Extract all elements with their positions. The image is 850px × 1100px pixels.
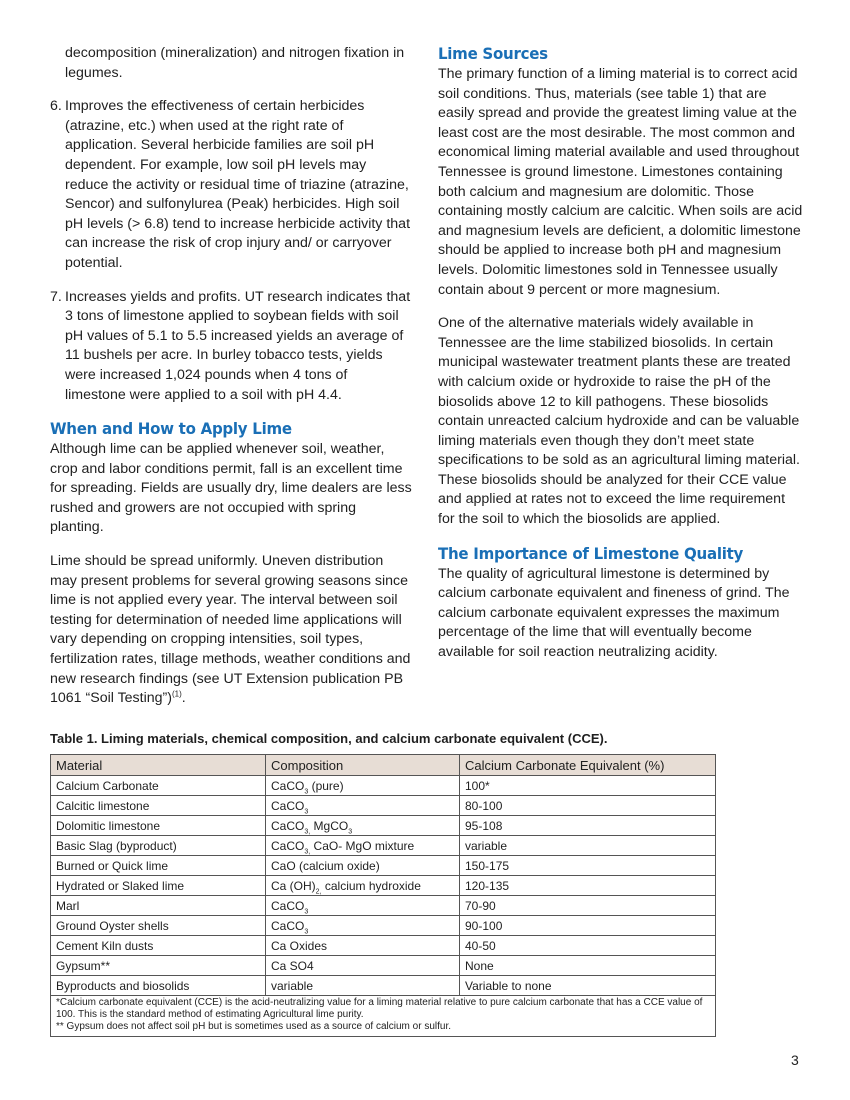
section-heading-quality: The Importance of Limestone Quality xyxy=(438,543,744,563)
composition-text: CaCO xyxy=(271,818,305,833)
composition-text: MgCO xyxy=(310,818,349,833)
cce-cell: 90-100 xyxy=(460,916,716,936)
composition-text: (pure) xyxy=(308,778,344,793)
list-number: 7. xyxy=(50,288,62,305)
list-number: 6. xyxy=(50,98,62,115)
paragraph: The quality of agricultural limestone is determined by calcium carbonate equivalent and fineness of grind. The calcium carbonate equivalent expresses the maximum percentage of the lime that will eventually become available for soil reaction neutralizing acidity. xyxy=(438,565,790,661)
page-number: 3 xyxy=(791,1052,799,1068)
continued-paragraph: decomposition (mineralization) and nitrogen fixation in legumes. xyxy=(65,45,405,81)
material-cell: Basic Slag (byproduct) xyxy=(51,836,266,856)
material-cell: Marl xyxy=(51,896,266,916)
composition-cell xyxy=(266,776,460,796)
liming-materials-table xyxy=(50,754,716,1037)
composition-text: CaO (calcium oxide) xyxy=(271,858,380,873)
cce-cell: 150-175 xyxy=(460,856,716,876)
column-header: Composition xyxy=(266,755,460,776)
footnote-gypsum: ** Gypsum does not affect soil pH but is sometimes used as a source of calcium or sulfur. xyxy=(56,1021,451,1032)
column-header: Material xyxy=(51,755,266,776)
composition-cell xyxy=(266,916,460,936)
column-header: Calcium Carbonate Equivalent (%) xyxy=(460,755,716,776)
table-row xyxy=(51,776,716,796)
paragraph: Although lime can be applied whenever soil, weather, crop and labor conditions permit, fall is an excellent time for spreading. Fields are usually dry, lime dealers are less rushed and growers are not occupied with spring planting. xyxy=(50,441,412,536)
composition-cell xyxy=(266,876,460,896)
material-cell: Cement Kiln dusts xyxy=(51,936,266,956)
composition-text: Ca SO4 xyxy=(271,958,314,973)
composition-cell xyxy=(266,956,460,976)
paragraph: The primary function of a liming material is to correct acid soil conditions. Thus, materials (see table 1) that are easily spread and provide the greatest liming value at the least cost are the most desirable. The most common and economical liming material available and used throughout Tennessee is ground limestone. Limestones containing both calcium and magnesium are dolomitic. Those containing mostly calcium are calcitic. When soils are acid and magnesium levels are deficient, a dolomitic limestone should be applied to increase both pH and magnesium levels. Dolomitic limestones sold in Tennessee usually contain about 9 percent or more magnesium. xyxy=(438,66,803,298)
composition-text: calcium hydroxide xyxy=(321,878,421,893)
cce-cell: 100* xyxy=(460,776,716,796)
composition-cell xyxy=(266,816,460,836)
composition-text: CaCO xyxy=(271,838,305,853)
composition-cell xyxy=(266,796,460,816)
material-cell: Calcitic limestone xyxy=(51,796,266,816)
composition-text: CaCO xyxy=(271,918,305,933)
composition-cell xyxy=(266,896,460,916)
table-row xyxy=(51,796,716,816)
material-cell: Calcium Carbonate xyxy=(51,776,266,796)
right-column xyxy=(438,44,804,677)
cce-cell: None xyxy=(460,956,716,976)
footnote-cce: *Calcium carbonate equivalent (CCE) is the acid-neutralizing value for a liming material relative to pure calcium carbonate that has a CCE value of 100. This is the standard method of estimating Agricultural lime purity. xyxy=(56,997,703,1020)
table-footnote-row xyxy=(51,996,716,1037)
composition-text: Ca Oxides xyxy=(271,938,328,953)
cce-cell: 80-100 xyxy=(460,796,716,816)
table-row xyxy=(51,836,716,856)
composition-cell xyxy=(266,936,460,956)
subscript: 3 xyxy=(304,807,309,815)
table-row xyxy=(51,816,716,836)
composition-text: CaO- MgO mixture xyxy=(310,838,415,853)
table-caption: Table 1. Liming materials, chemical composition, and calcium carbonate equivalent (CCE). xyxy=(50,731,608,746)
composition-text: CaCO xyxy=(271,898,305,913)
cce-cell: 120-135 xyxy=(460,876,716,896)
table-row xyxy=(51,936,716,956)
composition-text: Ca (OH) xyxy=(271,878,316,893)
list-text: Increases yields and profits. UT research indicates that 3 tons of limestone applied to soybean fields with soil pH values of 5.1 to 5.5 increased yields an average of 11 bushels per acre. In burley tobacco tests, yields were increased 1,024 pounds when 4 tons of limestone were applied to a soil with pH 4.4. xyxy=(65,288,411,403)
subscript: 2, xyxy=(315,887,322,895)
paragraph xyxy=(50,552,412,709)
subscript: 3, xyxy=(304,827,311,835)
subscript: 3 xyxy=(304,907,309,915)
list-text: Improves the effectiveness of certain herbicides (atrazine, etc.) when used at the right rate of application. Several herbicide families are soil pH dependent. For example, low soil pH levels may reduce the activity or residual time of triazine (atrazine, Sencor) and sulfonylurea (Peak) herbicides. High soil pH levels (> 6.8) tend to increase herbicide activity that can increase the risk of crop injury and/ or carryover potential. xyxy=(65,98,411,271)
composition-text: CaCO xyxy=(271,778,305,793)
table-row xyxy=(51,976,716,996)
section-heading-sources: Lime Sources xyxy=(438,44,548,63)
list-item-7 xyxy=(50,288,412,406)
material-cell: Hydrated or Slaked lime xyxy=(51,876,266,896)
subscript: 3, xyxy=(304,847,311,855)
subscript: 3 xyxy=(348,827,353,835)
composition-text: variable xyxy=(271,978,314,993)
paragraph: One of the alternative materials widely available in Tennessee are the lime stabilized biosolids. In certain municipal wastewater treatment plants these are treated with calcium oxide or hydroxide to raise the pH of the biosolids above 12 to kill pathogens. These biosolids contain unreacted calcium hydroxide and can be valuable liming materials even though they don’t meet state specifications to be sold as an agricultural liming material. These biosolids should be analyzed for their CCE value and applied at rates not to exceed the lime requirement for the soil to which the biosolids are applied. xyxy=(438,315,800,528)
list-item-6 xyxy=(50,97,412,273)
composition-cell xyxy=(266,856,460,876)
paragraph-end: . xyxy=(181,690,186,707)
composition-cell xyxy=(266,976,460,996)
subscript: 3 xyxy=(304,787,309,795)
material-cell: Dolomitic limestone xyxy=(51,816,266,836)
cce-cell: 40-50 xyxy=(460,936,716,956)
table-row xyxy=(51,876,716,896)
cce-cell: variable xyxy=(460,836,716,856)
table-footnote xyxy=(51,996,716,1037)
footnote-ref: (1) xyxy=(171,689,182,699)
subscript: 3 xyxy=(304,927,309,935)
material-cell: Gypsum** xyxy=(51,956,266,976)
material-cell: Burned or Quick lime xyxy=(51,856,266,876)
composition-text: CaCO xyxy=(271,798,305,813)
table-row xyxy=(51,956,716,976)
table-row xyxy=(51,856,716,876)
table-header-row xyxy=(51,755,716,776)
cce-cell: 95-108 xyxy=(460,816,716,836)
cce-cell: 70-90 xyxy=(460,896,716,916)
material-cell: Byproducts and biosolids xyxy=(51,976,266,996)
paragraph-text: Lime should be spread uniformly. Uneven distribution may present problems for several growing seasons since lime is not applied every year. The interval between soil testing for determination of needed lime applications will vary depending on cropping intensities, soil types, fertilization rates, tillage methods, weather conditions and new research findings (see UT Extension publication PB 1061 “Soil Testing”) xyxy=(50,553,411,707)
material-cell: Ground Oyster shells xyxy=(51,916,266,936)
table-row xyxy=(51,916,716,936)
composition-cell xyxy=(266,836,460,856)
cce-cell: Variable to none xyxy=(460,976,716,996)
table-row xyxy=(51,896,716,916)
section-heading-apply: When and How to Apply Lime xyxy=(50,419,292,439)
left-column xyxy=(50,44,412,723)
